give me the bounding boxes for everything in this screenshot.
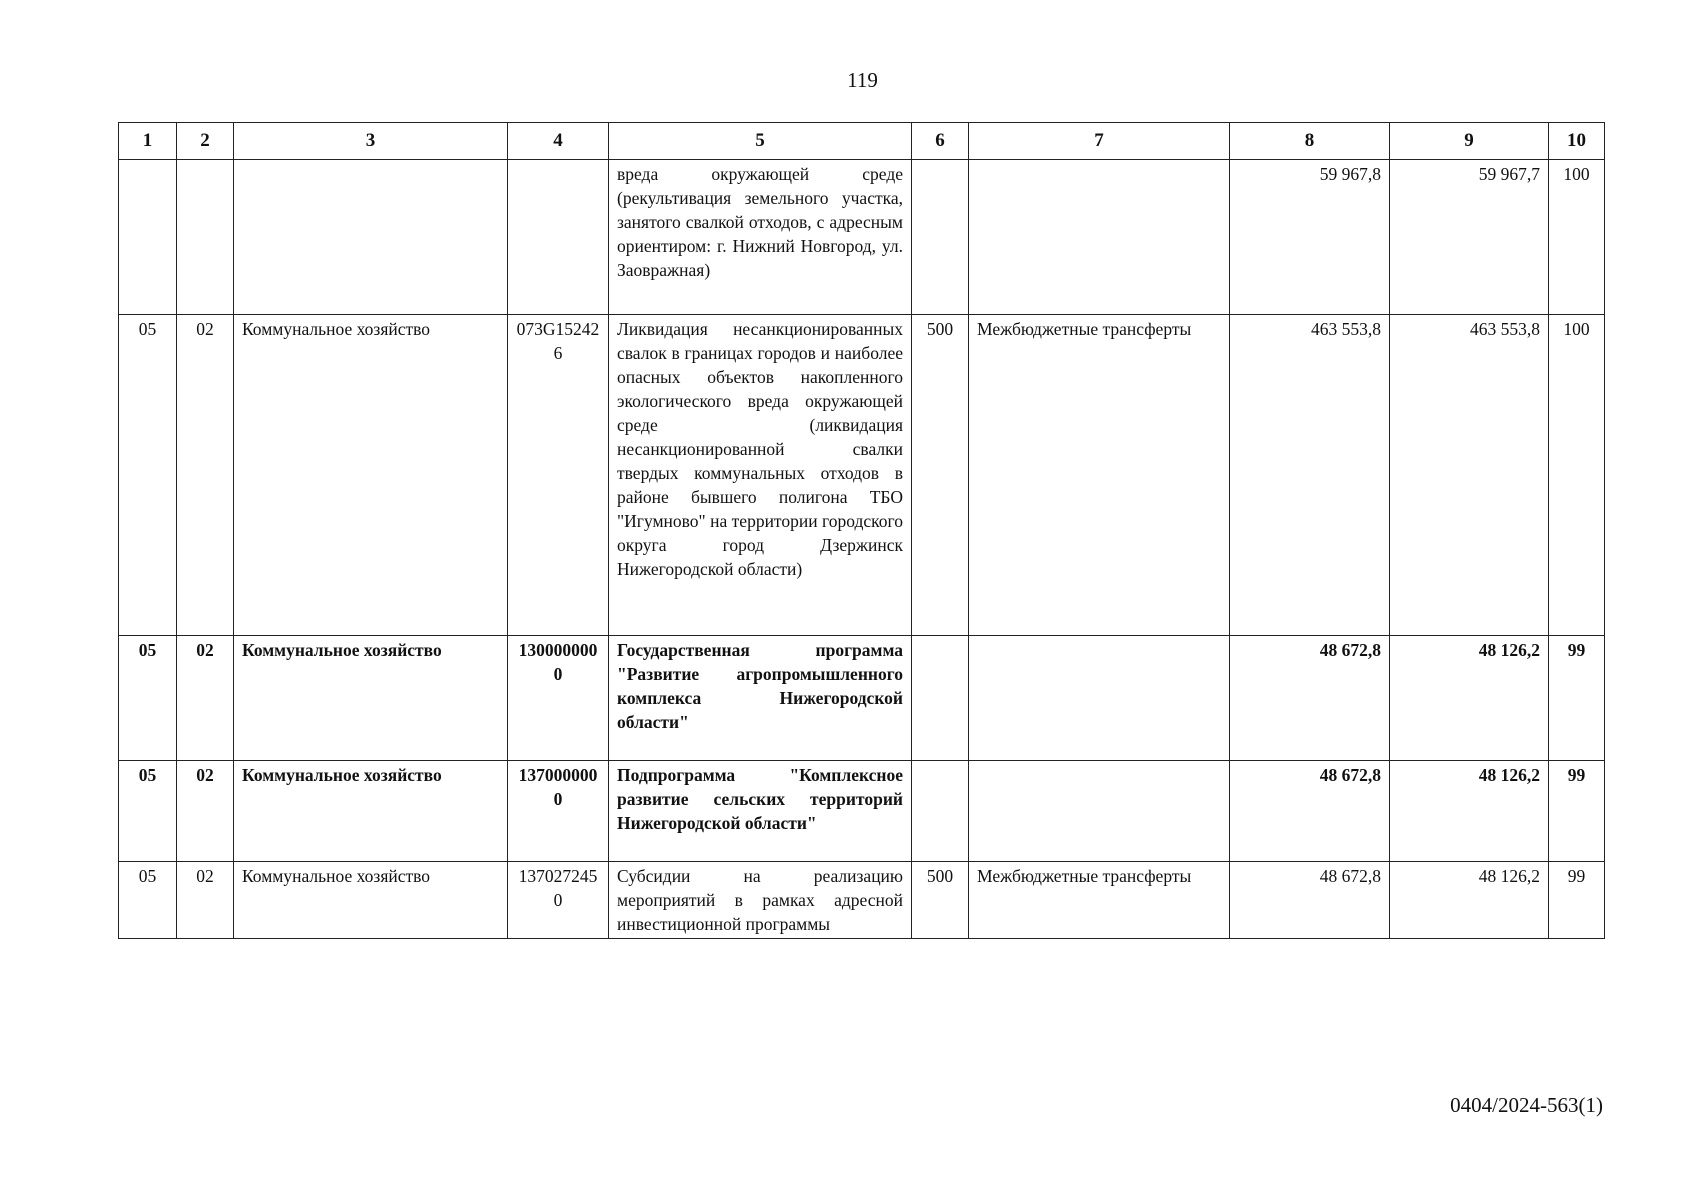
table-row <box>119 636 1605 761</box>
execution-percent: 99 <box>1549 636 1605 761</box>
article-description: Субсидии на реализацию мероприятий в рамках адресной инвестиционной программы <box>609 862 912 939</box>
actual-amount: 48 126,2 <box>1390 862 1549 939</box>
expense-type-name: Межбюджетные трансферты <box>969 862 1230 939</box>
subsection-code: 02 <box>177 636 234 761</box>
expense-type-name <box>969 761 1230 862</box>
section-code <box>119 160 177 315</box>
execution-percent: 100 <box>1549 160 1605 315</box>
target-article-code: 073G152426 <box>508 315 609 636</box>
planned-amount: 48 672,8 <box>1230 636 1390 761</box>
header-cell: 6 <box>912 123 969 160</box>
header-cell: 1 <box>119 123 177 160</box>
document-id: 0404/2024-563(1) <box>1450 1093 1603 1117</box>
target-article-code: 1300000000 <box>508 636 609 761</box>
execution-percent: 99 <box>1549 761 1605 862</box>
page-number: 119 <box>847 68 878 92</box>
table-row <box>119 862 1605 939</box>
execution-percent: 100 <box>1549 315 1605 636</box>
target-article-code <box>508 160 609 315</box>
subsection-code: 02 <box>177 315 234 636</box>
planned-amount: 48 672,8 <box>1230 761 1390 862</box>
section-name <box>234 160 508 315</box>
expense-type-code: 500 <box>912 315 969 636</box>
subsection-code: 02 <box>177 862 234 939</box>
budget-table <box>118 122 1605 939</box>
subsection-code <box>177 160 234 315</box>
header-cell: 10 <box>1549 123 1605 160</box>
article-description: Государственная программа "Развитие агропромышленного комплекса Нижегородской области" <box>609 636 912 761</box>
article-description: вреда окружающей среде (рекультивация земельного участка, занятого свалкой отходов, с адресным ориентиром: г. Нижний Новгород, ул. Заовражная) <box>609 160 912 315</box>
section-code: 05 <box>119 862 177 939</box>
section-name: Коммунальное хозяйство <box>234 862 508 939</box>
header-cell: 8 <box>1230 123 1390 160</box>
header-cell: 7 <box>969 123 1230 160</box>
actual-amount: 48 126,2 <box>1390 761 1549 862</box>
actual-amount: 463 553,8 <box>1390 315 1549 636</box>
expense-type-code <box>912 761 969 862</box>
header-cell: 3 <box>234 123 508 160</box>
expense-type-name: Межбюджетные трансферты <box>969 315 1230 636</box>
expense-type-name <box>969 160 1230 315</box>
section-name: Коммунальное хозяйство <box>234 636 508 761</box>
table-row <box>119 160 1605 315</box>
article-description: Подпрограмма "Комплексное развитие сельских территорий Нижегородской области" <box>609 761 912 862</box>
target-article-code: 1370000000 <box>508 761 609 862</box>
article-description: Ликвидация несанкционированных свалок в границах городов и наиболее опасных объектов накопленного экологического вреда окружающей среде (ликвидация несанкционированной свалки твердых коммунальных отходов в районе бывшего полигона ТБО "Игумново" на территории городского округа город Дзержинск Нижегородской области) <box>609 315 912 636</box>
header-cell: 9 <box>1390 123 1549 160</box>
header-cell: 5 <box>609 123 912 160</box>
planned-amount: 48 672,8 <box>1230 862 1390 939</box>
actual-amount: 48 126,2 <box>1390 636 1549 761</box>
section-code: 05 <box>119 315 177 636</box>
expense-type-code <box>912 160 969 315</box>
header-cell: 2 <box>177 123 234 160</box>
planned-amount: 463 553,8 <box>1230 315 1390 636</box>
subsection-code: 02 <box>177 761 234 862</box>
target-article-code: 1370272450 <box>508 862 609 939</box>
section-name: Коммунальное хозяйство <box>234 761 508 862</box>
planned-amount: 59 967,8 <box>1230 160 1390 315</box>
table-row <box>119 315 1605 636</box>
section-code: 05 <box>119 636 177 761</box>
section-name: Коммунальное хозяйство <box>234 315 508 636</box>
expense-type-code: 500 <box>912 862 969 939</box>
table-row <box>119 761 1605 862</box>
header-cell: 4 <box>508 123 609 160</box>
section-code: 05 <box>119 761 177 862</box>
header-row <box>119 123 1605 160</box>
actual-amount: 59 967,7 <box>1390 160 1549 315</box>
expense-type-code <box>912 636 969 761</box>
expense-type-name <box>969 636 1230 761</box>
execution-percent: 99 <box>1549 862 1605 939</box>
